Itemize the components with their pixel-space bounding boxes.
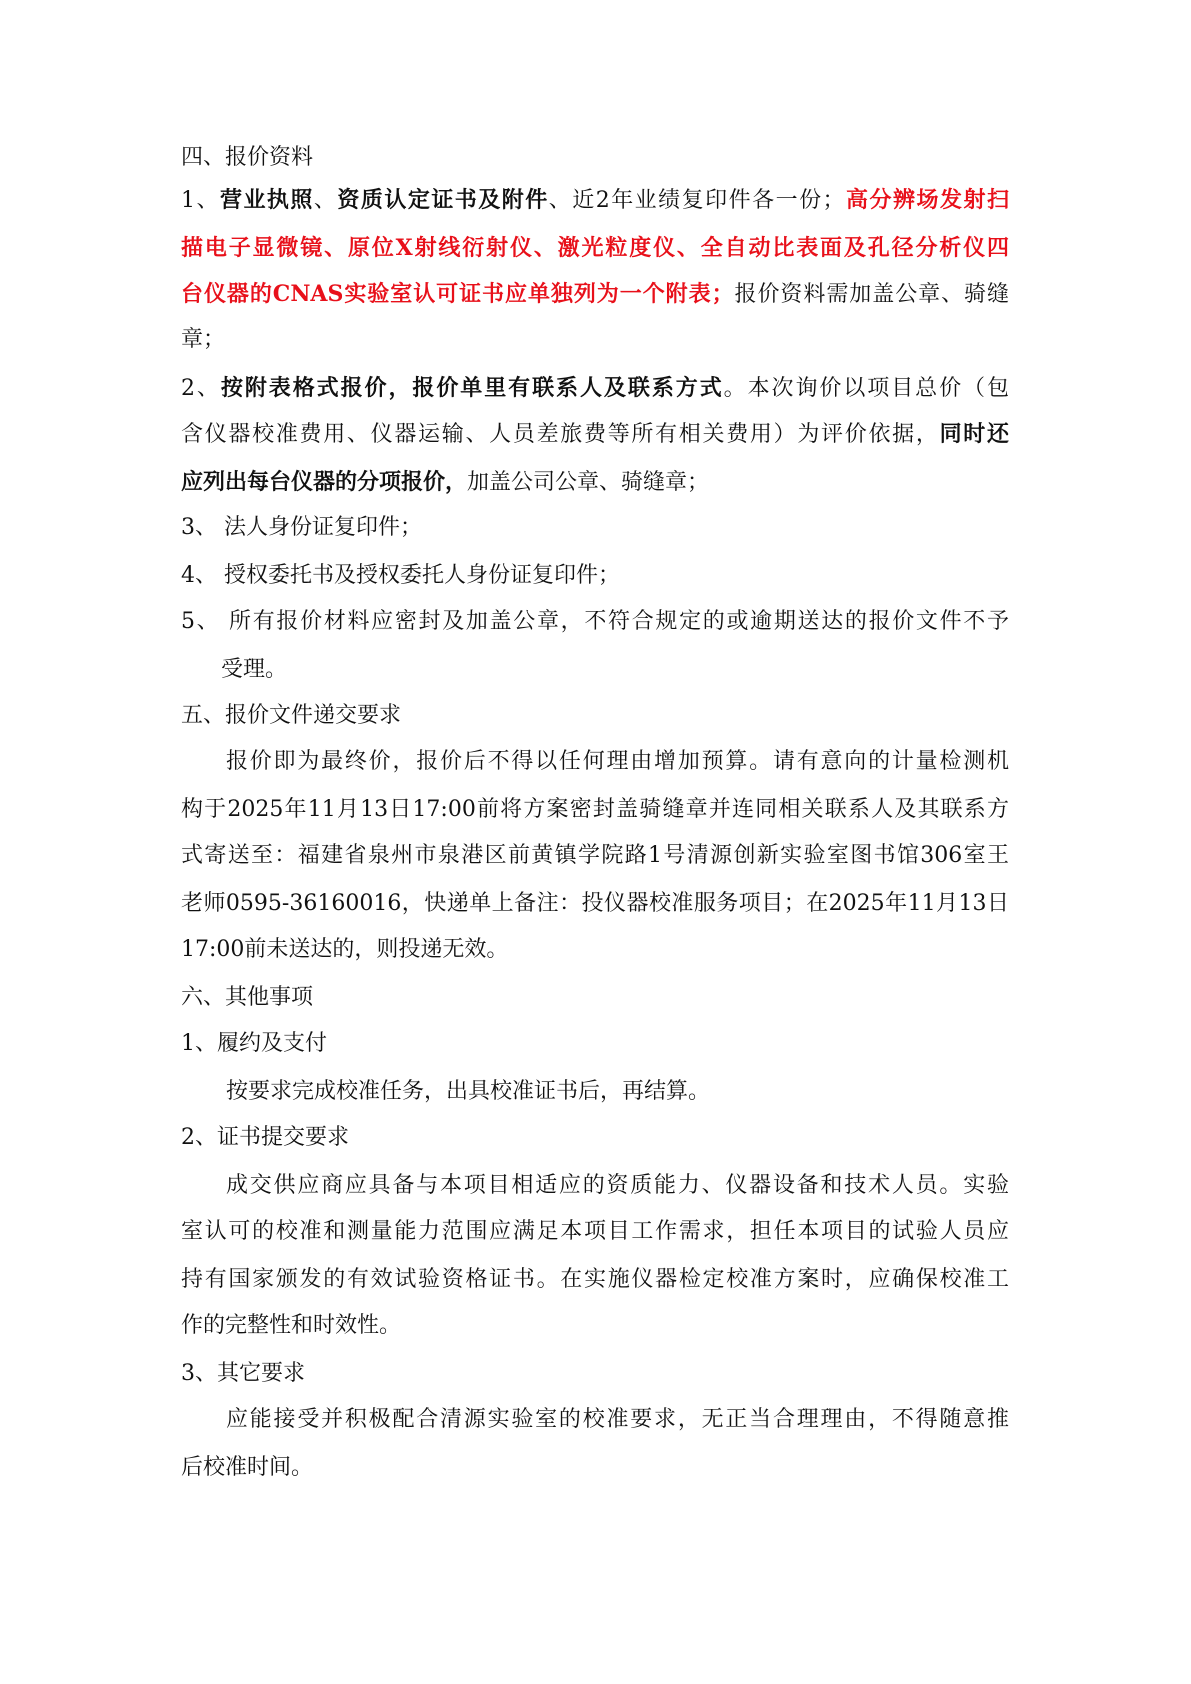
submission-para-line-3: 式寄送至：福建省泉州市泉港区前黄镇学院路1号清源创新实验室图书馆306室王	[181, 843, 1009, 868]
subsection-2-line-3: 持有国家颁发的有效试验资格证书。在实施仪器检定校准方案时，应确保校准工	[181, 1267, 1009, 1292]
subsection-2-line-1: 成交供应商应具备与本项目相适应的资质能力、仪器设备和技术人员。实验	[226, 1173, 1009, 1198]
item-4: 4、 授权委托书及授权委托人身份证复印件；	[181, 563, 620, 588]
subsection-1-heading: 1、履约及支付	[181, 1031, 327, 1056]
section-5-heading: 五、报价文件递交要求	[181, 703, 402, 728]
qualification-cert-text: 资质认定证书及附件	[337, 187, 549, 213]
itemized-quote-bold-2: 应列出每台仪器的分项报价，	[181, 469, 468, 495]
subsection-2-line-2: 室认可的校准和测量能力范围应满足本项目工作需求，担任本项目的试验人员应	[181, 1219, 1009, 1244]
subsection-2-line-4: 作的完整性和时效性。	[181, 1313, 402, 1338]
item-2-line-1	[181, 373, 1009, 404]
cnas-requirement-red-1: 高分辨场发射扫	[844, 187, 1009, 213]
submission-para-line-2: 构于2025年11月13日17:00前将方案密封盖骑缝章并连同相关联系人及其联系方	[181, 797, 1009, 822]
item-1-number: 1、	[181, 188, 220, 213]
subsection-3-line-1: 应能接受并积极配合清源实验室的校准要求，无正当合理理由，不得随意推	[226, 1407, 1009, 1432]
separator: 、	[313, 188, 338, 213]
item-5-line-1: 5、 所有报价材料应密封及加盖公章，不符合规定的或逾期送达的报价文件不予	[181, 609, 1009, 634]
subsection-2-heading: 2、证书提交要求	[181, 1125, 349, 1150]
business-license-text: 营业执照	[219, 187, 314, 213]
cnas-requirement-red-3: 台仪器的CNAS实验室认可证书应单独列为一个附表；	[181, 281, 734, 307]
item-1-line-4: 章；	[181, 327, 226, 352]
subsection-1-text: 按要求完成校准任务，出具校准证书后，再结算。	[226, 1079, 711, 1104]
item-1-text-b: 报价资料需加盖公章、骑缝	[733, 282, 1009, 307]
section-6-heading: 六、其他事项	[181, 985, 314, 1010]
item-2-text-a: 。本次询价以项目总价（包	[723, 376, 1009, 401]
item-2-line-3	[181, 467, 709, 498]
item-2-text-a-2: 含仪器校准费用、仪器运输、人员差旅费等所有相关费用）为评价依据，	[181, 422, 940, 447]
section-4-heading: 四、报价资料	[181, 145, 314, 170]
item-3: 3、 法人身份证复印件；	[181, 515, 422, 540]
item-1-line-1	[181, 185, 1009, 216]
itemized-quote-bold-1: 同时还	[939, 421, 1009, 447]
item-1-text-a: 、近2年业绩复印件各一份；	[548, 188, 845, 213]
subsection-3-line-2: 后校准时间。	[181, 1455, 314, 1480]
submission-para-line-1: 报价即为最终价，报价后不得以任何理由增加预算。请有意向的计量检测机	[226, 749, 1009, 774]
item-1-line-3	[181, 279, 1009, 310]
item-2-text-b: 加盖公司公章、骑缝章；	[467, 470, 710, 495]
submission-para-line-4: 老师0595-36160016，快递单上备注：投仪器校准服务项目；在2025年11月13日	[181, 891, 1009, 916]
subsection-3-heading: 3、其它要求	[181, 1361, 305, 1386]
item-2-line-2	[181, 419, 1009, 450]
quote-format-bold: 按附表格式报价，报价单里有联系人及联系方式	[220, 375, 724, 401]
item-5-line-2: 受理。	[221, 657, 288, 682]
cnas-requirement-red-2: 描电子显微镜、原位X射线衍射仪、激光粒度仪、全自动比表面及孔径分析仪四	[181, 235, 1009, 261]
item-2-number: 2、	[181, 376, 221, 401]
submission-para-line-5: 17:00前未送达的，则投递无效。	[181, 937, 509, 962]
